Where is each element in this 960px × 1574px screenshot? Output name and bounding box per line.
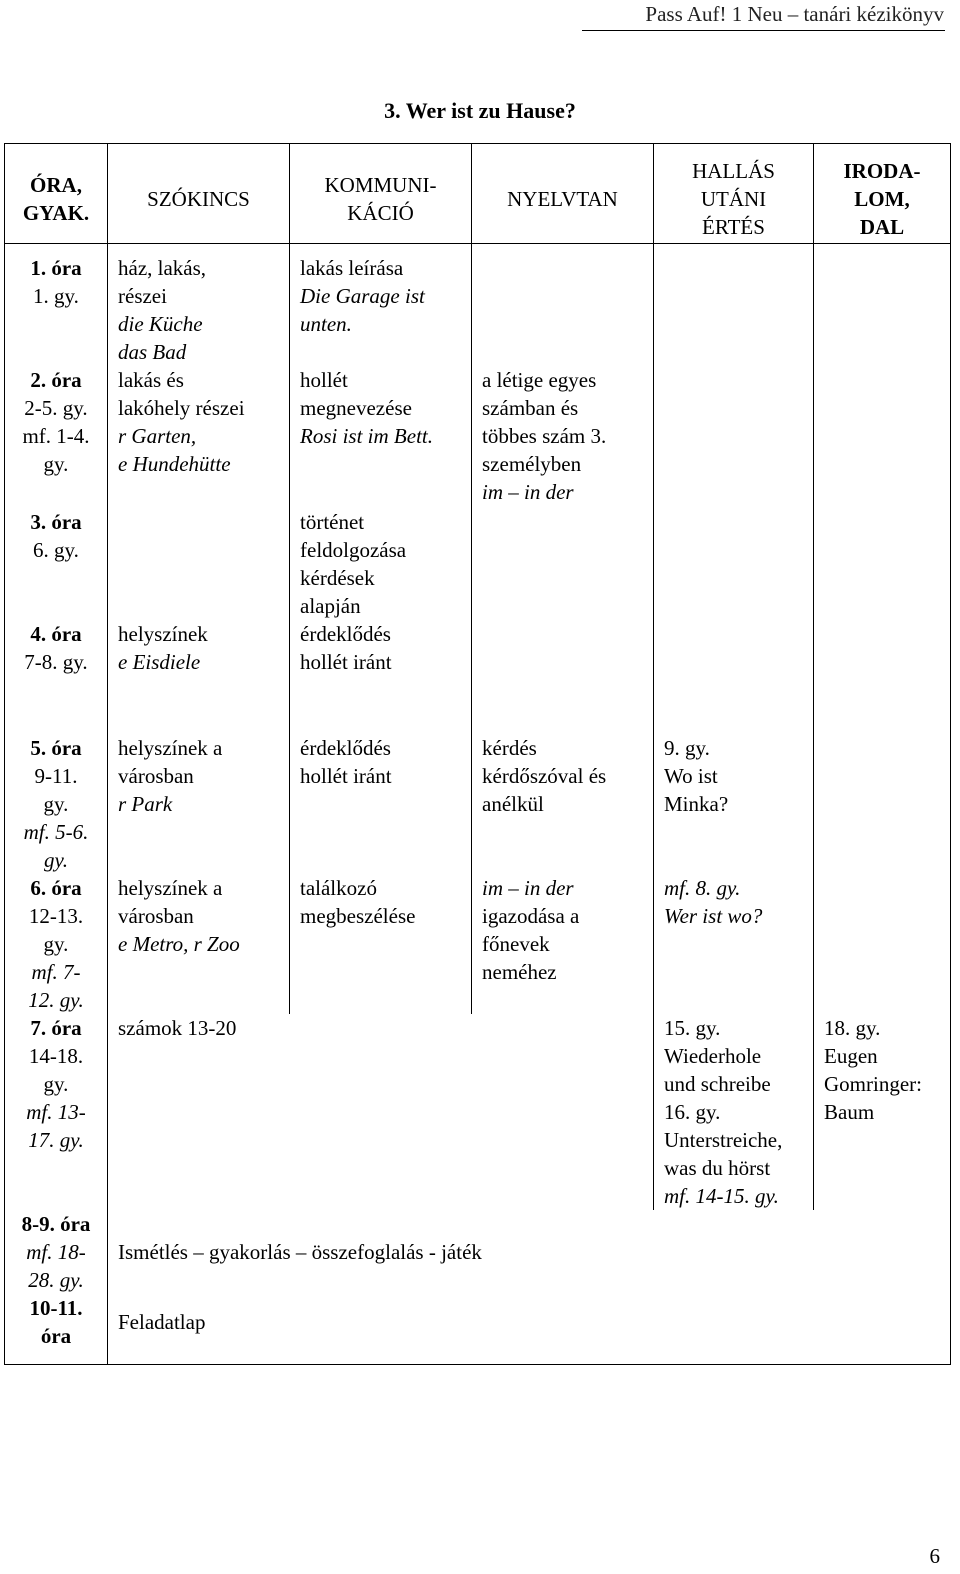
col-header-szokincs: SZÓKINCS (108, 144, 290, 244)
ora-cell: 7. óra 14-18. gy. mf. 13- 17. gy. (5, 1014, 108, 1210)
nyelvtan-cell (472, 620, 654, 676)
col-header-ora: ÓRA, GYAK. (5, 144, 108, 244)
ora-cell: 3. óra 6. gy. (5, 506, 108, 620)
szokincs-cell: helyszínek a városban r Park (108, 734, 290, 874)
lesson-plan-table (4, 143, 951, 1365)
irodalom-cell (814, 366, 951, 506)
table-row (5, 1014, 951, 1210)
hallas-cell: 15. gy. Wiederhole und schreibe 16. gy. Unterstreiche, was du hörst mf. 14-15. gy. (654, 1014, 814, 1210)
table-row (5, 244, 951, 367)
nyelvtan-cell: kérdés kérdőszóval és anélkül (472, 734, 654, 874)
szokincs-cell: helyszínek e Eisdiele (108, 620, 290, 676)
szokincs-cell: számok 13-20 (108, 1014, 654, 1210)
szokincs-cell: lakás és lakóhely részei r Garten, e Hundehütte (108, 366, 290, 506)
ora-cell: 5. óra 9-11. gy. mf. 5-6. gy. (5, 734, 108, 874)
kommunikacio-cell: érdeklődés hollét iránt (290, 734, 472, 874)
col-header-nyelvtan: NYELVTAN (472, 144, 654, 244)
table-row (5, 620, 951, 676)
summary-cell: Ismétlés – gyakorlás – összefoglalás - játék (108, 1210, 951, 1294)
summary-cell: Feladatlap (108, 1294, 951, 1365)
nyelvtan-cell: a létige egyes számban és többes szám 3. személyben im – in der (472, 366, 654, 506)
ora-cell: 1. óra 1. gy. (5, 244, 108, 367)
table-row (5, 1294, 951, 1365)
ora-cell: 4. óra 7-8. gy. (5, 620, 108, 676)
irodalom-cell (814, 874, 951, 1014)
col-header-hallas: HALLÁS UTÁNI ÉRTÉS (654, 144, 814, 244)
szokincs-cell: helyszínek a városban e Metro, r Zoo (108, 874, 290, 1014)
kommunikacio-cell: hollét megnevezése Rosi ist im Bett. (290, 366, 472, 506)
hallas-cell: mf. 8. gy. Wer ist wo? (654, 874, 814, 1014)
irodalom-cell (814, 734, 951, 874)
nyelvtan-cell (472, 506, 654, 620)
page-number: 6 (929, 1544, 940, 1568)
ora-cell: 10-11. óra (5, 1294, 108, 1365)
kommunikacio-cell: érdeklődés hollét iránt (290, 620, 472, 676)
col-header-kommunikacio: KOMMUNI- KÁCIÓ (290, 144, 472, 244)
book-title-header: Pass Auf! 1 Neu – tanári kézikönyv (645, 2, 944, 26)
szokincs-cell (108, 506, 290, 620)
table-row (5, 734, 951, 874)
table-spacer-row (5, 676, 951, 734)
hallas-cell: 9. gy. Wo ist Minka? (654, 734, 814, 874)
table-row (5, 506, 951, 620)
col-header-irodalom: IRODA- LOM, DAL (814, 144, 951, 244)
hallas-cell (654, 244, 814, 367)
ora-cell: 8-9. óra mf. 18- 28. gy. (5, 1210, 108, 1294)
ora-cell: 2. óra 2-5. gy. mf. 1-4. gy. (5, 366, 108, 506)
irodalom-cell (814, 244, 951, 367)
table-row (5, 366, 951, 506)
chapter-title: 3. Wer ist zu Hause? (384, 98, 576, 123)
table-header-row (5, 144, 951, 244)
irodalom-cell (814, 620, 951, 676)
header-rule (582, 30, 945, 31)
table-row (5, 874, 951, 1014)
nyelvtan-cell: im – in der igazodása a főnevek neméhez (472, 874, 654, 1014)
irodalom-cell: 18. gy. Eugen Gomringer: Baum (814, 1014, 951, 1210)
table-row (5, 1210, 951, 1294)
szokincs-cell: ház, lakás, részei die Küche das Bad (108, 244, 290, 367)
kommunikacio-cell: találkozó megbeszélése (290, 874, 472, 1014)
ora-cell: 6. óra 12-13. gy. mf. 7- 12. gy. (5, 874, 108, 1014)
nyelvtan-cell (472, 244, 654, 367)
hallas-cell (654, 366, 814, 506)
hallas-cell (654, 506, 814, 620)
kommunikacio-cell: lakás leírása Die Garage ist unten. (290, 244, 472, 367)
hallas-cell (654, 620, 814, 676)
kommunikacio-cell: történet feldolgozása kérdések alapján (290, 506, 472, 620)
irodalom-cell (814, 506, 951, 620)
